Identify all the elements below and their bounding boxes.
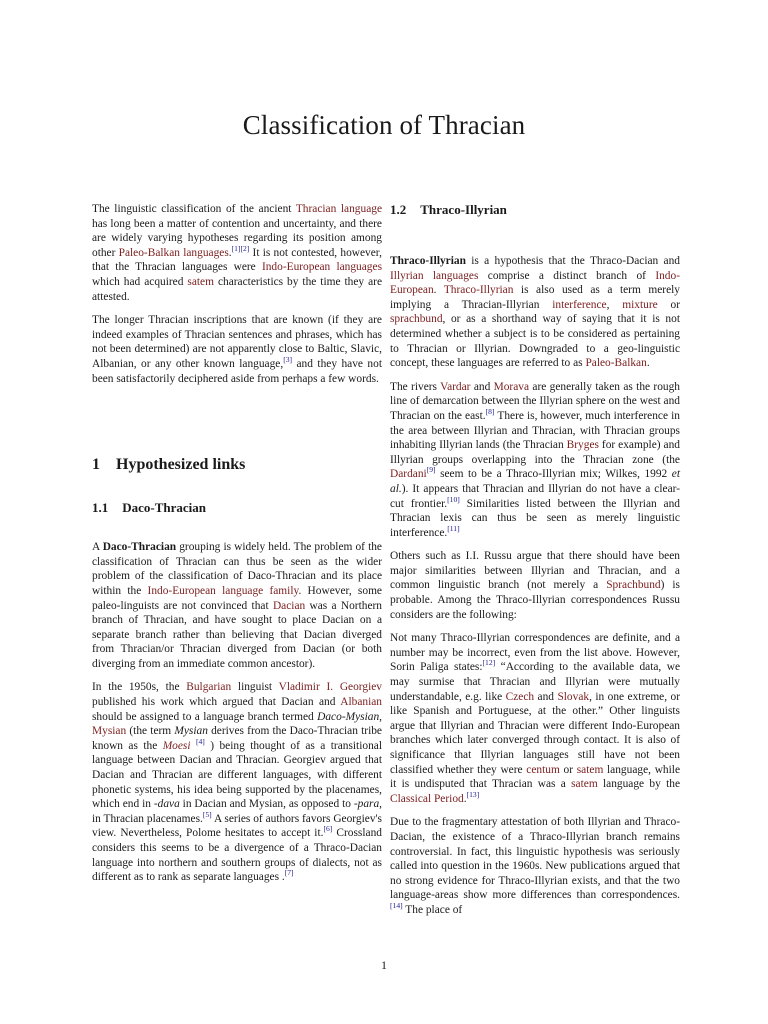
text-run: linguist <box>231 681 279 694</box>
text-run: language, while it is undisputed that Thracian was a <box>390 763 680 791</box>
wiki-link[interactable]: Czech <box>505 690 535 703</box>
wiki-link[interactable]: Dardani <box>390 468 427 481</box>
text-run: The rivers <box>390 380 441 393</box>
text-run: and <box>534 690 558 703</box>
wiki-link[interactable]: Thracian language <box>295 203 383 215</box>
wiki-link[interactable]: Vladimir I. Georgiev <box>278 681 382 694</box>
wiki-link[interactable]: Albanian <box>340 696 382 709</box>
wiki-link[interactable]: Indo-European language family <box>147 584 299 597</box>
text-run: para <box>357 798 380 811</box>
text-run: and <box>470 380 494 393</box>
citation-link[interactable]: [13] <box>466 789 480 799</box>
text-run: ). It appears that Thracian and Illyrian do not have a clear-cut frontier. <box>390 482 680 510</box>
text-run: Similarities listed between the Illyrian and Thracian lexis can thus be seen as merely linguistic interference. <box>390 497 681 539</box>
attestation-paragraph <box>390 815 680 917</box>
wiki-link[interactable]: Sprachbund <box>606 579 661 592</box>
text-run: A series of authors favors Georgiev's view. Nevertheless, Polome hesitates to accept it. <box>92 812 382 840</box>
wiki-link[interactable]: Vardar <box>440 380 471 393</box>
text-run: Others such as I.I. Russu argue that there should have been major similarities between Illyrian and Thracian, and a common linguistic branch (not merely a <box>390 550 680 592</box>
wiki-link[interactable]: Indo-European <box>390 269 680 297</box>
text-run: published his work which argued that Dacian and <box>92 696 341 709</box>
text-run: It is not contested, however, that the Thracian languages were <box>92 246 382 274</box>
russu-paragraph <box>390 549 680 622</box>
text-run: . <box>228 246 232 259</box>
page-title: Classification of Thracian <box>242 110 526 140</box>
text-run: should be assigned to a language branch termed <box>92 710 318 723</box>
citation-link[interactable]: [6] <box>323 824 333 834</box>
citation-link[interactable]: [5] <box>202 810 212 820</box>
text-run: or <box>657 298 680 311</box>
text-run: The linguistic classification of the ancient <box>92 203 296 215</box>
text-run: Not many Thraco-Illyrian correspondences are definite, and a number may be incorrect, even from the list above. However, Sorin Paliga states: <box>390 632 680 674</box>
subsection-number: 1.1 <box>92 500 109 516</box>
inscriptions-paragraph <box>92 313 382 386</box>
citation-link[interactable]: [7] <box>284 868 294 878</box>
wiki-link[interactable]: sprachbund <box>390 313 443 326</box>
text-run: , or as a shorthand way of saying that it is not determined whether a subject is to be considered as pertaining to Thracian or Illyrian. Downgraded to a geo-linguistic concept, these languages are referred to as <box>390 313 680 370</box>
page-number: 1 <box>381 958 387 972</box>
text-run: in Dacian and Mysian, as opposed to - <box>179 798 358 811</box>
subsection-title: Thraco-Illyrian <box>420 202 507 217</box>
text-run: . However, some paleo-linguists are not convinced that <box>92 584 382 612</box>
subsection-number: 1.2 <box>390 202 407 217</box>
text-run: Daco-Mysian <box>317 710 380 723</box>
wiki-link[interactable]: Moesi <box>162 739 191 752</box>
thraco-illyrian-paragraph <box>390 254 680 371</box>
wiki-link[interactable]: Thraco-Illyrian <box>443 284 514 297</box>
intro-paragraph <box>92 202 382 304</box>
citation-link[interactable]: [1][2] <box>231 243 250 253</box>
wiki-link[interactable]: Classical Period <box>390 792 464 805</box>
wiki-link[interactable]: mixture <box>622 298 658 311</box>
subsection-heading-daco-thracian <box>92 500 382 516</box>
citation-link[interactable]: [8] <box>485 407 495 417</box>
citation-link[interactable]: [9] <box>426 465 436 475</box>
text-run: Daco-Thracian <box>102 541 177 554</box>
correspondences-paragraph <box>390 631 680 806</box>
text-run: In the 1950s, the <box>92 681 187 694</box>
text-run: is also used as a term merely implying a Thracian-Illyrian <box>390 284 680 311</box>
georgiev-paragraph <box>92 680 382 884</box>
wiki-link[interactable]: Slovak <box>557 690 590 703</box>
citation-link[interactable]: [14] <box>390 901 403 911</box>
text-run: characteristics by the time they are attested. <box>92 275 382 303</box>
wiki-link[interactable]: Illyrian languages <box>390 269 479 282</box>
text-run: . <box>646 357 650 370</box>
text-run: for example) and Illyrian groups overlapping into the Thracian zone (the <box>390 439 680 466</box>
text-run: There is, however, much interference in the area between Illyrian and Thracian, with Thracian groups inhabiting Illyrian lands (the Thracian <box>390 409 680 452</box>
subsection-heading-thraco-illyrian <box>390 202 680 218</box>
text-run: . <box>433 284 444 297</box>
text-run: grouping is widely held. The problem of the classification of Thracian can thus be seen as the wider problem of the classification of Daco-Thracian and its place within the <box>92 541 382 597</box>
text-run: (the term <box>126 725 175 738</box>
text-run: language by the <box>597 778 680 791</box>
text-run: seem to be a Thraco-Illyrian mix; Wilkes, 1992 <box>435 468 672 481</box>
text-run: are generally taken as the rough line of demarcation between the Illyrian sphere on the west and Thracian on the east. <box>390 380 680 422</box>
wiki-link[interactable]: Paleo-Balkan <box>585 357 647 370</box>
text-run: , <box>379 710 382 723</box>
rivers-paragraph <box>390 380 680 541</box>
subsection-title: Daco-Thracian <box>122 500 207 516</box>
wiki-link[interactable]: satem <box>571 778 598 791</box>
text-run: “According to the available data, we may surmise that Thracian and Illyrian were mutually understandable, e.g. like <box>390 661 680 703</box>
text-run: , in Thracian placenames. <box>92 798 383 825</box>
text-run: The longer Thracian inscriptions that are known (if they are indeed examples of Thracian sentences and phrases, which has not been determined) are not apparently close to Baltic, Slavic, Albanian, or any other known language, <box>92 314 382 370</box>
text-run: and they have not been satisfactorily deciphered aside from perhaps a few words. <box>92 357 382 385</box>
wiki-link[interactable]: Indo-European languages <box>261 261 382 274</box>
text-run: A <box>92 541 103 554</box>
wiki-link[interactable]: Morava <box>493 380 530 393</box>
text-run: Thraco-Illyrian <box>390 255 466 267</box>
wiki-link[interactable]: Bulgarian <box>186 681 232 694</box>
wiki-link[interactable]: interference <box>552 298 607 311</box>
text-run: or <box>559 763 577 776</box>
section-number: 1 <box>92 456 100 474</box>
text-run: dava <box>157 798 180 811</box>
text-run: , <box>606 298 623 311</box>
wiki-link[interactable]: satem <box>187 275 214 288</box>
text-run: has long been a matter of contention and uncertainty, and there are widely varying hypotheses regarding its position among other <box>92 217 382 259</box>
daco-thracian-paragraph <box>92 540 382 671</box>
citation-link[interactable]: [11] <box>447 523 460 533</box>
text-run: ) is probable. Among the Thraco-Illyrian correspondences Russu considers are the following: <box>390 579 680 621</box>
wiki-link[interactable]: satem <box>576 763 604 776</box>
text-run: which had acquired <box>92 275 188 288</box>
wiki-link[interactable]: centum <box>526 763 560 776</box>
citation-link[interactable]: [10] <box>447 494 460 504</box>
wiki-link[interactable]: Bryges <box>566 439 599 452</box>
text-run: ) being thought of as a transitional language between Dacian and Thracian. Georgiev argued that Dacian and Thracian are different languages, with different phonetic systems, his idea being supported by the placenames, which end in - <box>92 739 382 811</box>
text-run: The place of <box>402 903 463 916</box>
text-run: comprise a distinct branch of <box>478 269 656 282</box>
citation-link[interactable]: [12] <box>482 658 496 668</box>
section-heading-hypothesized-links <box>92 456 382 474</box>
text-run: is a hypothesis that the Thraco-Dacian and <box>465 255 680 267</box>
citation-link[interactable]: [4] <box>195 737 205 747</box>
text-run: was a Northern branch of Thracian, and have sought to place Dacian on a separate branch rather than believing that Dacian diverged from Thracian/or Thracian diverged from Dacian (or both diverging from an immediate common ancestor). <box>92 599 382 670</box>
right-column <box>390 202 680 927</box>
text-run: Due to the fragmentary attestation of both Illyrian and Thraco-Dacian, the existence of a Thraco-Illyrian branch remains controversial. In fact, this linguistic hypothesis was seriously called into question in the 1960s. New publications argued that no strong evidence for Thraco-Illyrian exists, and that the two language-areas show more differences than correspondences. <box>390 816 680 902</box>
wiki-link[interactable]: Paleo-Balkan languages <box>118 246 229 259</box>
text-run: Crossland considers this seems to be a divergence of a Thraco-Dacian language into northern and southern groups of dialects, not as different as to rank as separate languages . <box>92 827 382 884</box>
text-run: , in one extreme, or like Spanish and Portuguese, at the other.” Other linguists argue that Illyrian and Thracian were different Indo-European branches which later converged through contact. It is also of significance that Illyrian languages still have not been classified whether they were <box>390 690 681 776</box>
citation-link[interactable]: [3] <box>283 355 293 365</box>
text-run: Mysian <box>174 725 208 738</box>
section-title: Hypothesized links <box>116 456 246 474</box>
text-run: derives from the Daco-Thracian tribe known as the <box>92 725 382 752</box>
text-run: et al. <box>390 468 680 495</box>
text-run: . <box>463 792 467 805</box>
left-column <box>92 202 382 894</box>
wiki-link[interactable]: Mysian <box>92 725 127 738</box>
wiki-link[interactable]: Dacian <box>272 599 306 612</box>
